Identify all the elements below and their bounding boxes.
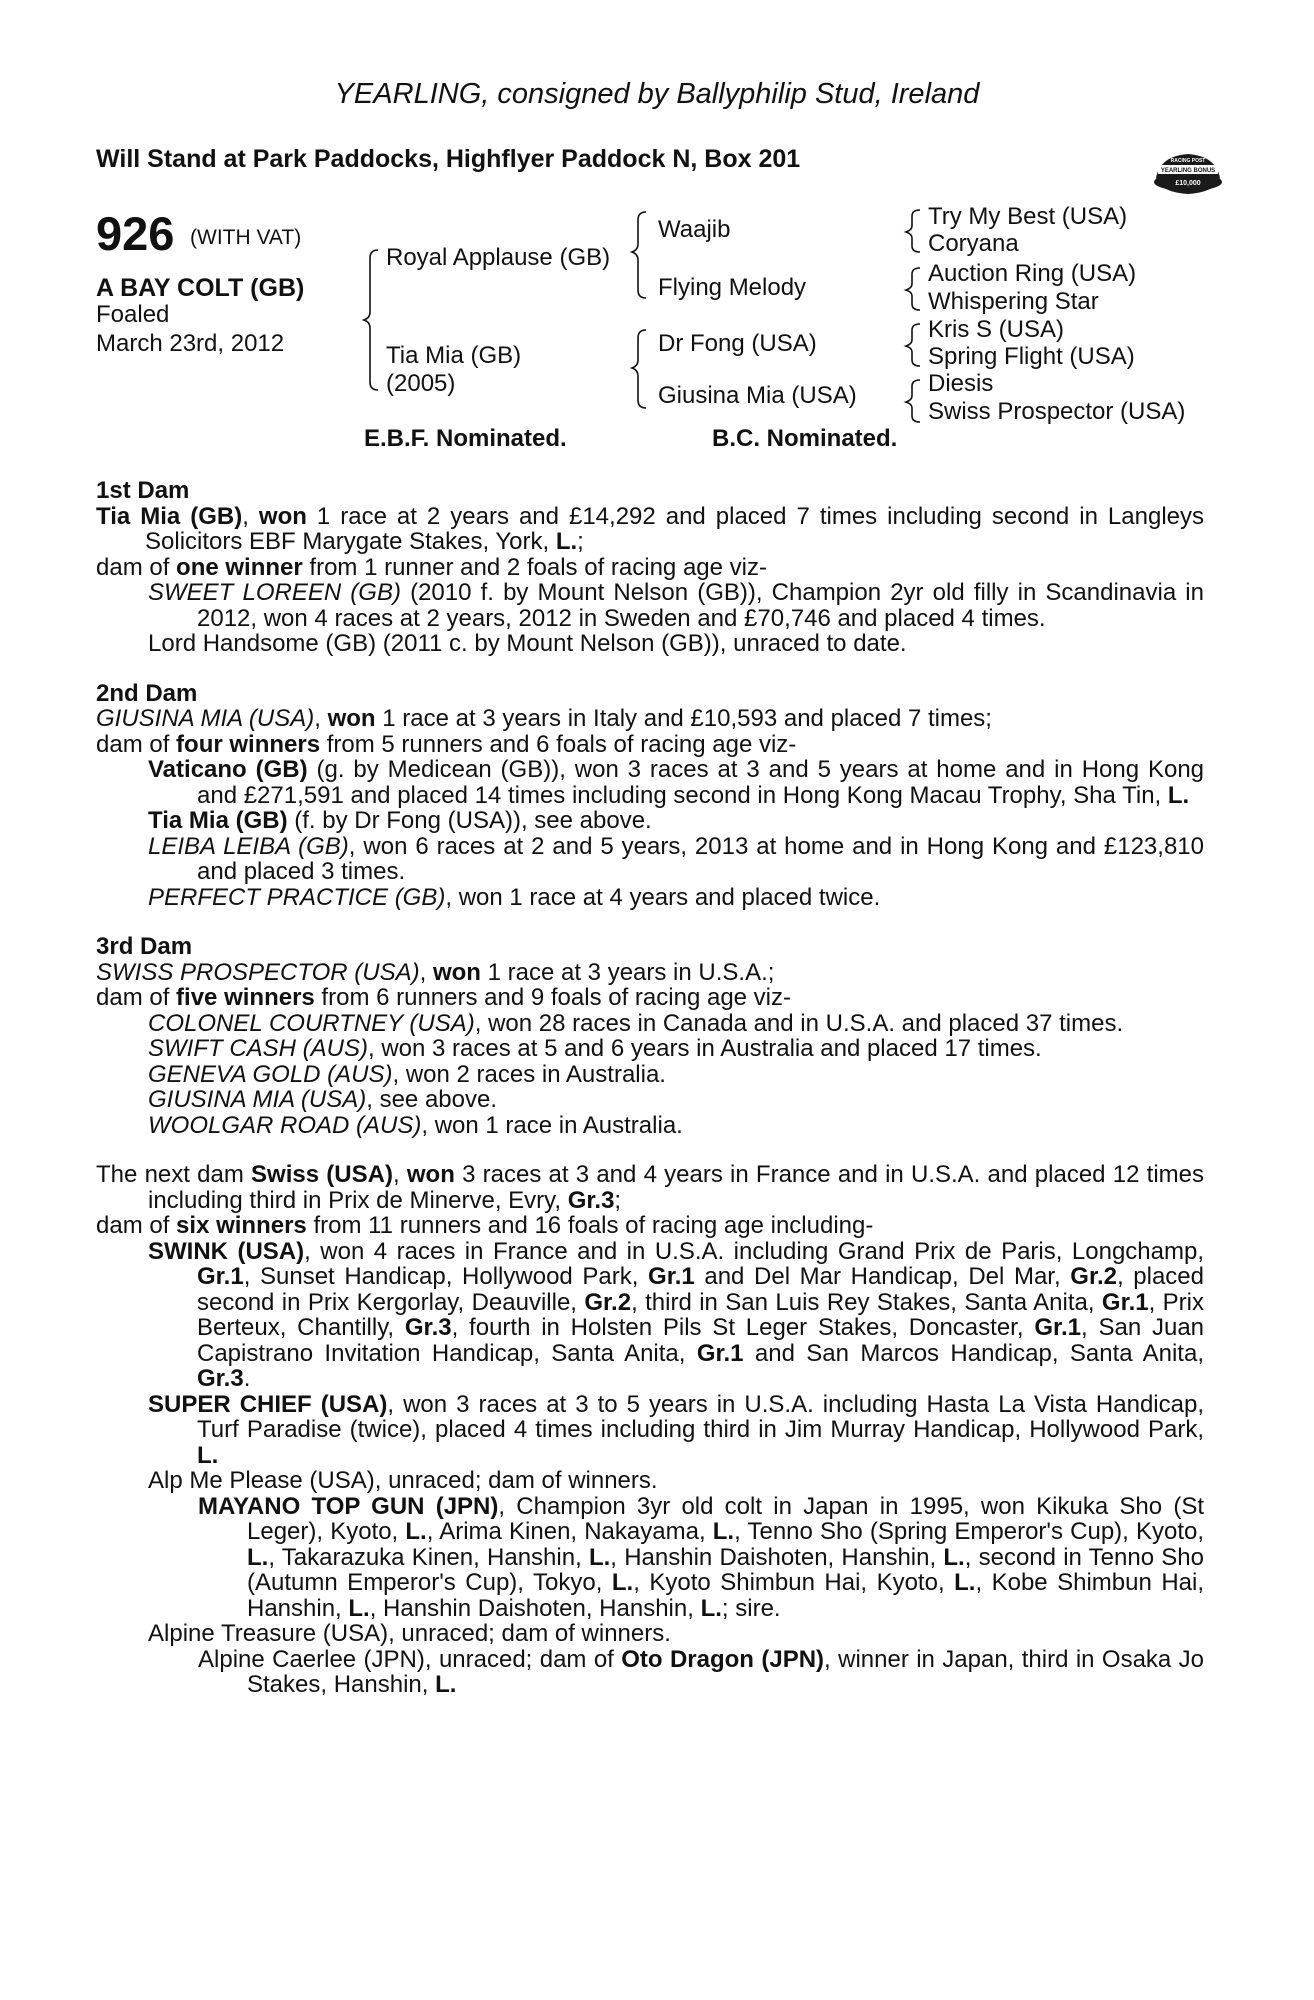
produce-text: , fourth in Holsten Pils St Leger Stakes, Doncaster, (451, 1314, 1035, 1341)
separator: . (243, 1365, 251, 1392)
listed-mark: L. (712, 1518, 735, 1545)
second-dam-won: won (327, 705, 376, 732)
produce-name: SWIFT CASH (AUS) (148, 1035, 368, 1062)
produce-text: Alp Me Please (USA), unraced; dam of winners. (148, 1467, 658, 1494)
foaled-date: March 23rd, 2012 (96, 330, 285, 357)
winners-count: five winners (176, 984, 315, 1011)
next-dam-text: 3 races at 3 and 4 years in France and in U.S.A. and placed 12 times including third in Prix de Minerve, Evry, (148, 1161, 1204, 1214)
listed-mark: L. (348, 1594, 370, 1622)
produce-name: COLONEL COURTNEY (USA) (148, 1009, 475, 1037)
alpine-caerlee-entry (96, 1647, 1204, 1698)
listed-mark: L. (588, 1543, 611, 1571)
produce-name: SUPER CHIEF (USA) (148, 1390, 388, 1418)
bc-nominated: B.C. Nominated. (712, 425, 898, 452)
produce-text: Alpine Caerlee (JPN), unraced; dam of (198, 1645, 622, 1673)
group-mark: Gr.3 (567, 1186, 615, 1214)
dam: Tia Mia (GB) (386, 342, 522, 369)
group-mark: Gr.3 (404, 1314, 452, 1341)
second-dam-produce-2 (96, 808, 1204, 834)
alp-me-please-entry (96, 1468, 1204, 1494)
group-mark: Gr.2 (584, 1288, 632, 1316)
produce-text: and Del Mar Handicap, Del Mar, (694, 1263, 1071, 1290)
second-dam-name: GIUSINA MIA (USA) (96, 705, 315, 732)
g3-7: Diesis (928, 370, 994, 397)
produce-text: , San Juan Capistrano Invitation Handicap, Santa Anita, (197, 1314, 1205, 1367)
dam-year: (2005) (386, 370, 456, 397)
produce-text: (f. by Dr Fong (USA)), see above. (287, 807, 652, 834)
third-dam-text: 1 race at 3 years in U.S.A.; (480, 958, 775, 986)
listed-mark: L. (435, 1671, 457, 1698)
produce-text: , Sunset Handicap, Hollywood Park, (243, 1263, 649, 1290)
third-dam-produce-4 (96, 1087, 1204, 1113)
badge-line-1: RACING POST (1170, 158, 1206, 164)
dam-of-label: dam of (96, 984, 177, 1011)
second-dam-produce-summary (96, 732, 1204, 758)
listed-mark: L. (405, 1518, 427, 1545)
produce-text: , Kobe Shimbun Hai, Hanshin, (247, 1569, 1205, 1622)
dam-sire: Dr Fong (USA) (658, 330, 817, 357)
third-dam-entry: SWISS PROSPECTOR (USA), won 1 race at 3 years in U.S.A.; (96, 958, 775, 986)
third-dam-name: SWISS PROSPECTOR (USA) (96, 958, 420, 986)
group-mark: Gr.1 (1034, 1314, 1082, 1341)
g3-6: Spring Flight (USA) (928, 343, 1135, 370)
super-chief-entry (96, 1392, 1204, 1469)
produce-name: PERFECT PRACTICE (GB) (148, 883, 446, 911)
dam-of-rest: from 5 runners and 6 foals of racing age viz- (320, 730, 797, 758)
produce-name: LEIBA LEIBA (GB) (148, 832, 349, 860)
next-dam-won: won (406, 1161, 455, 1188)
separator: , (392, 1161, 407, 1188)
mayano-top-gun-entry (96, 1494, 1204, 1622)
third-dam-produce-summary (96, 985, 1204, 1011)
ebf-nominated: E.B.F. Nominated. (364, 425, 567, 452)
listed-mark: L. (247, 1543, 269, 1571)
first-dam-text: 1 race at 2 years and £14,292 and placed 7 times including second in Langleys Solicitors EBF Marygate Stakes, York, (145, 502, 1205, 555)
dam-of-rest: from 11 runners and 16 foals of racing age including- (306, 1212, 874, 1239)
separator: ; (614, 1186, 622, 1214)
produce-text: (g. by Medicean (GB)), won 3 races at 3 and 5 years at home and in Hong Kong and £271,591 and placed 14 times including second in Hong Kong Macau Trophy, Sha Tin, (197, 756, 1205, 809)
produce-text: , Takarazuka Kinen, Hanshin, (268, 1543, 589, 1571)
g3-8: Swiss Prospector (USA) (928, 398, 1186, 425)
next-dam-name: Swiss (USA) (251, 1161, 393, 1188)
g3-4: Whispering Star (928, 288, 1099, 315)
dam-of-label: dam of (96, 553, 177, 581)
produce-text: Alpine Treasure (USA), unraced; dam of winners. (148, 1620, 671, 1647)
third-dam-produce-2 (96, 1036, 1204, 1062)
sire-dam: Flying Melody (658, 274, 807, 301)
produce-name: GENEVA GOLD (AUS) (148, 1060, 393, 1088)
produce-text: , third in San Luis Rey Stakes, Santa Anita, (631, 1288, 1102, 1316)
produce-name: SWEET LOREEN (GB) (148, 579, 401, 606)
produce-text: , won 1 race in Australia. (421, 1111, 683, 1139)
first-dam-listed: L. (555, 528, 578, 555)
produce-text: , see above. (366, 1086, 498, 1113)
consignor-heading: YEARLING, consigned by Ballyphilip Stud, Ireland (334, 78, 980, 110)
first-dam-heading: 1st Dam (96, 477, 190, 504)
group-mark: Gr.3 (197, 1365, 244, 1392)
listed-mark: L. (1167, 781, 1190, 809)
produce-name: SWINK (USA) (148, 1237, 305, 1265)
produce-text: and San Marcos Handicap, Santa Anita, (743, 1339, 1204, 1367)
second-dam-produce-3 (96, 834, 1204, 885)
produce-text: , Tenno Sho (Spring Emperor's Cup), Kyoto, (734, 1518, 1205, 1545)
produce-name: Vaticano (GB) (148, 756, 308, 783)
produce-text: (2010 f. by Mount Nelson (GB)), Champion 2yr old filly in Scandinavia in 2012, won 4 races at 2 years, 2012 in Sweden and £70,746 and placed 4 times. (197, 579, 1204, 632)
foaled-label: Foaled (96, 301, 170, 328)
produce-name: WOOLGAR ROAD (AUS) (148, 1111, 422, 1139)
next-dam-produce-summary (96, 1213, 1204, 1239)
produce-text: , won 1 race at 4 years and placed twice. (445, 883, 881, 911)
produce-name: Oto Dragon (JPN) (621, 1645, 825, 1673)
g3-2: Coryana (928, 230, 1019, 257)
produce-text: , Champion 3yr old colt in Japan in 1995, won Kikuka Sho (St Leger), Kyoto, (247, 1492, 1205, 1545)
lot-vat: (WITH VAT) (190, 226, 302, 249)
group-mark: Gr.1 (648, 1263, 695, 1290)
produce-name: MAYANO TOP GUN (JPN) (198, 1492, 499, 1520)
produce-text: , won 28 races in Canada and in U.S.A. and placed 37 times. (474, 1009, 1124, 1037)
produce-text: Lord Handsome (GB) (2011 c. by Mount Nelson (GB)), unraced to date. (148, 630, 907, 657)
lot-number: 926 (96, 207, 175, 260)
first-dam-produce-1 (96, 580, 1204, 631)
produce-text: , won 6 races at 2 and 5 years, 2013 at home and in Hong Kong and £123,810 and placed 3 times. (197, 832, 1204, 885)
next-dam-entry (96, 1162, 1204, 1213)
group-mark: Gr.2 (1070, 1263, 1117, 1290)
second-dam-produce-1 (96, 757, 1204, 808)
next-dam-lead: The next dam (96, 1161, 252, 1188)
listed-mark: L. (197, 1441, 219, 1469)
produce-name: GIUSINA MIA (USA) (148, 1086, 367, 1113)
swink-entry (96, 1239, 1204, 1392)
dam-of-rest: from 6 runners and 9 foals of racing age viz- (314, 984, 792, 1011)
third-dam-produce-1 (96, 1011, 1204, 1037)
g3-1: Try My Best (USA) (928, 203, 1128, 230)
produce-text: , Kyoto Shimbun Hai, Kyoto, (633, 1569, 955, 1596)
winners-count: one winner (176, 553, 303, 581)
third-dam-won: won (432, 958, 481, 986)
third-dam-produce-3 (96, 1062, 1204, 1088)
badge-line-2: YEARLING BONUS (1160, 168, 1216, 174)
first-dam-won: won (258, 502, 307, 530)
listed-mark: L. (954, 1569, 976, 1596)
dam-dam: Giusina Mia (USA) (658, 382, 857, 409)
first-dam-entry: Tia Mia (GB), won 1 race at 2 years and £14,292 and placed 7 times including second in Langleys Solicitors EBF Marygate Stakes, York, L.; (96, 502, 1205, 555)
produce-text: , winner in Japan, third in Osaka Jo Stakes, Hanshin, (247, 1645, 1205, 1698)
catalogue-body (96, 478, 1204, 1698)
alpine-treasure-entry (96, 1621, 1204, 1647)
listed-mark: L. (611, 1569, 634, 1596)
first-dam-produce-summary (96, 555, 1204, 581)
listed-mark: L. (700, 1594, 722, 1622)
produce-text: , placed second in Prix Kergorlay, Deauville, (197, 1263, 1205, 1316)
produce-text: , won 2 races in Australia. (392, 1060, 666, 1088)
third-dam-heading: 3rd Dam (96, 933, 193, 960)
winners-count: four winners (176, 730, 321, 758)
produce-text: , won 3 races at 5 and 6 years in Australia and placed 17 times. (368, 1035, 1042, 1062)
first-dam-produce-2 (96, 631, 1204, 657)
dam-of-label: dam of (96, 730, 177, 758)
produce-text: , Hanshin Daishoten, Hanshin, (369, 1594, 701, 1622)
g3-3: Auction Ring (USA) (928, 260, 1137, 287)
sire: Royal Applause (GB) (386, 244, 611, 271)
produce-text: , Prix Berteux, Chantilly, (197, 1288, 1205, 1341)
stand-location: Will Stand at Park Paddocks, Highflyer Paddock N, Box 201 (96, 145, 801, 173)
produce-text: , won 3 races at 3 to 5 years in U.S.A. including Hasta La Vista Handicap, Turf Paradise (twice), placed 4 times including third in Jim Murray Handicap, Hollywood Park, (197, 1390, 1204, 1443)
first-dam-name: Tia Mia (GB) (96, 502, 243, 530)
second-dam-text: 1 race at 3 years in Italy and £10,593 and placed 7 times; (375, 705, 992, 732)
group-mark: Gr.1 (1101, 1288, 1149, 1316)
dam-of-rest: from 1 runner and 2 foals of racing age viz- (302, 553, 767, 581)
dam-of-label: dam of (96, 1212, 177, 1239)
lot-description: A BAY COLT (GB) (96, 274, 305, 302)
third-dam-produce-5 (96, 1113, 1204, 1139)
produce-text: , won 4 races in France and in U.S.A. including Grand Prix de Paris, Longchamp, (304, 1237, 1204, 1265)
badge-line-3: £10,000 (1175, 180, 1201, 187)
winners-count: six winners (176, 1212, 307, 1239)
produce-text: , Hanshin Daishoten, Hanshin, (610, 1543, 944, 1571)
sire-sire: Waajib (658, 216, 731, 243)
second-dam-entry: GIUSINA MIA (USA), won 1 race at 3 years in Italy and £10,593 and placed 7 times; (96, 705, 992, 732)
second-dam-produce-4 (96, 885, 1204, 911)
first-dam-text-end: ; (577, 528, 584, 555)
g3-5: Kris S (USA) (928, 316, 1065, 343)
group-mark: Gr.1 (696, 1339, 744, 1367)
second-dam-heading: 2nd Dam (96, 679, 198, 707)
produce-text: , Arima Kinen, Nakayama, (426, 1518, 713, 1545)
produce-name: Tia Mia (GB) (148, 807, 288, 834)
group-mark: Gr.1 (197, 1263, 244, 1290)
produce-text: , second in Tenno Sho (Autumn Emperor's Cup), Tokyo, (247, 1543, 1204, 1596)
produce-text: ; sire. (721, 1594, 781, 1622)
listed-mark: L. (943, 1543, 965, 1571)
